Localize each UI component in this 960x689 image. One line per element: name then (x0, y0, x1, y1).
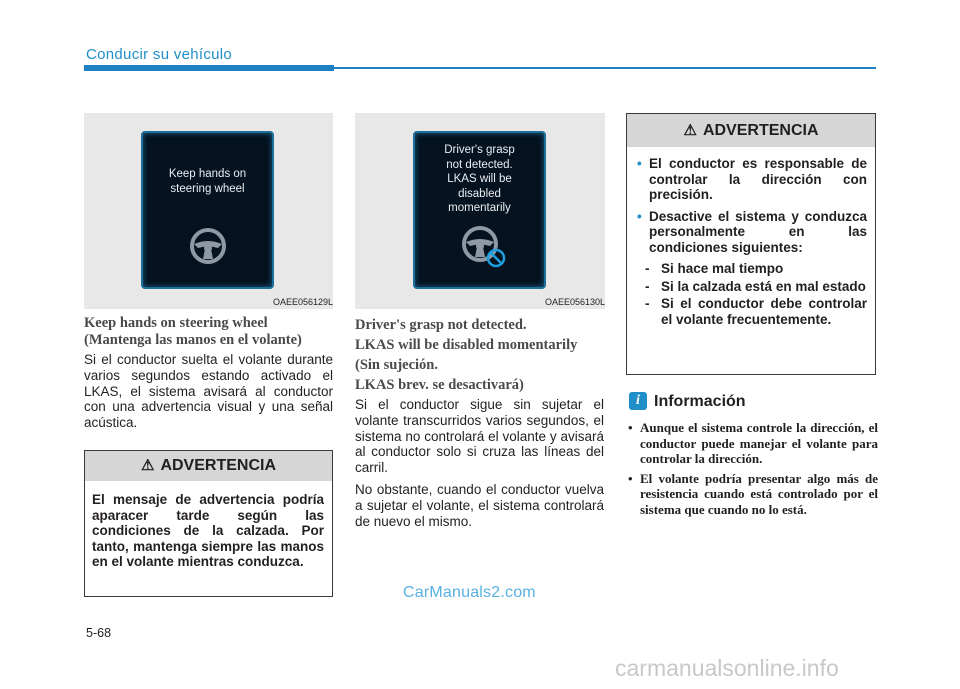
page-number: 5-68 (86, 626, 112, 640)
prohibited-icon (485, 247, 507, 269)
section-title: Conducir su vehículo (86, 46, 233, 63)
footer-watermark: carmanualsonline.info (615, 655, 839, 681)
warning-title: ADVERTENCIA (702, 122, 819, 139)
cluster-display (413, 131, 546, 289)
sub-list-item: - Si el conductor debe controlar el volante frecuentemente. (645, 296, 867, 327)
sub-list-item: - Si la calzada está en mal estado (645, 278, 866, 294)
figure-grasp-not-detected (355, 113, 605, 309)
display-message: Driver's grasp not detected. LKAS will be disabled momentarily (444, 144, 515, 214)
list-item: • Desactive el sistema y conduzca personalmente en las condiciones siguientes: (637, 208, 867, 255)
paragraph: Si el conductor sigue sin sujetar el volante transcurridos varios segundos, el sistema no controlará el volante y avisará al conductor solo si cruza las líneas del carril. (355, 397, 604, 476)
warning-triangle-icon: ⚠ (140, 457, 155, 474)
list-item: • El volante podría presentar algo más de resistencia cuando está controlado por el sistema que cuando no lo está. (628, 470, 878, 517)
heading-line: Driver's grasp not detected. (355, 317, 527, 333)
heading-line: LKAS will be disabled momentarily (355, 337, 578, 353)
info-title: Información (654, 393, 746, 410)
list-item: • Aunque el sistema controle la dirección, el conductor puede manejar el volante para controlar la dirección. (628, 420, 878, 466)
header-rule (334, 67, 876, 69)
header-bar (84, 65, 334, 71)
warning-box (84, 450, 333, 597)
figure-keep-hands (84, 113, 333, 309)
watermark: CarManuals2.com (403, 584, 536, 601)
info-icon: i (629, 392, 647, 410)
display-message: Keep hands on steering wheel (168, 168, 247, 195)
bullet-icon: • (628, 470, 633, 486)
cluster-display (141, 131, 274, 289)
paragraph: No obstante, cuando el conductor vuelva a sujetar el volante, el sistema controlará de nuevo el mismo. (355, 482, 604, 529)
list-item: • El conductor es responsable de controlar la dirección con precisión. (637, 156, 867, 202)
sub-list-item: - Si hace mal tiempo (645, 261, 784, 276)
heading-line: (Sin sujeción. (355, 357, 438, 373)
warning-box (626, 113, 876, 375)
warning-text: El mensaje de advertencia podría aparacer tarde según las condiciones de la calzada. Por tanto, mantenga siempre las manos en el volante mientras conduzca. (92, 492, 324, 569)
warning-header (627, 114, 875, 147)
paragraph: Si el conductor suelta el volante durante varios segundos estando activado el LKAS, el sistema avisará al conductor con una advertencia visual y una señal acústica. (84, 352, 333, 431)
heading-line: Keep hands on steering wheel (84, 315, 268, 331)
steering-wheel-icon (188, 226, 228, 266)
warning-list (637, 156, 867, 329)
heading-keep-hands (84, 315, 336, 349)
warning-title: ADVERTENCIA (160, 457, 276, 474)
info-list (628, 420, 878, 521)
warning-triangle-icon: ⚠ (683, 122, 697, 139)
bullet-icon: • (628, 420, 633, 435)
warning-header (85, 451, 332, 481)
figure-code: OAEE056129L (272, 297, 333, 307)
bullet-icon: • (637, 156, 642, 171)
heading-line: LKAS brev. se desactivará) (355, 377, 524, 393)
heading-line: (Mantenga las manos en el volante) (84, 332, 302, 348)
heading-grasp-not-detected (355, 315, 607, 395)
figure-code: OAEE056130L (544, 297, 605, 307)
bullet-icon: • (637, 208, 642, 224)
